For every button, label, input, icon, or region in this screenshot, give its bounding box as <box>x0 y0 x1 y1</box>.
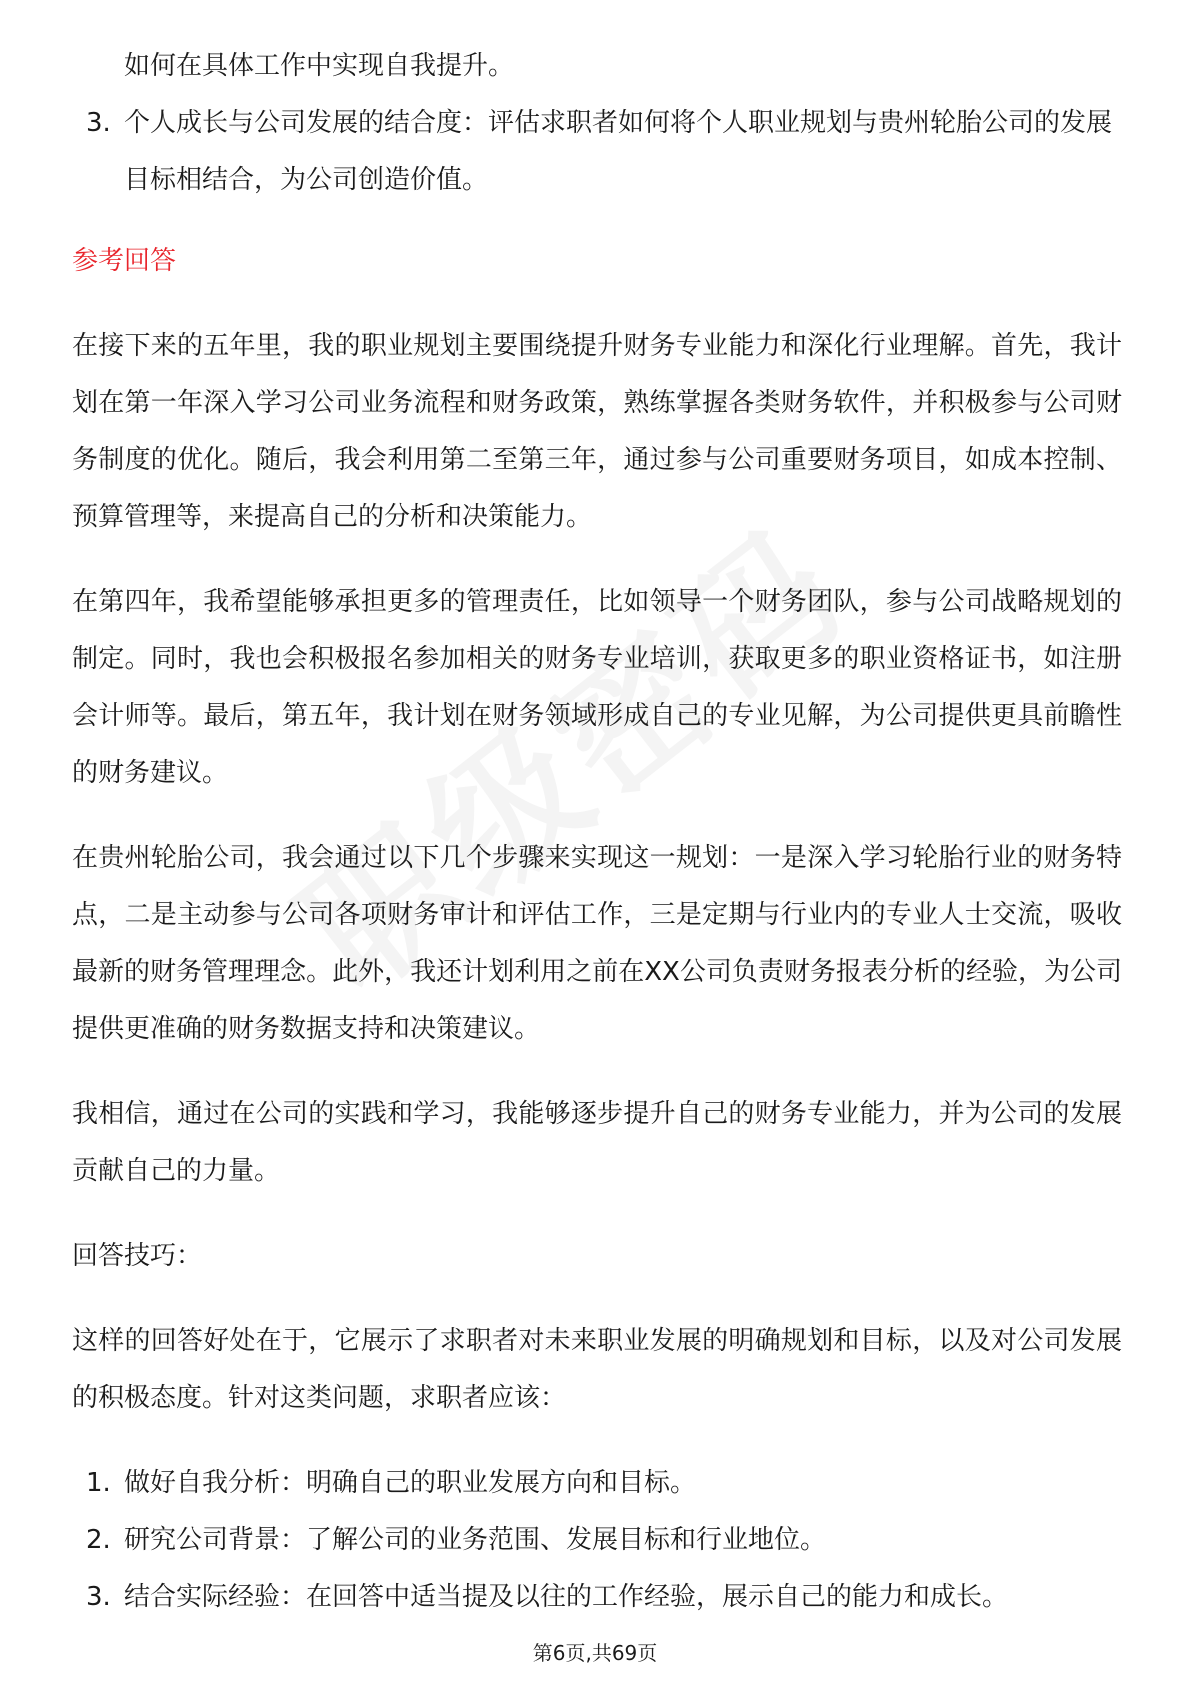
list-text: 研究公司背景：了解公司的业务范围、发展目标和行业地位。 <box>124 1525 827 1555</box>
paragraph: 在第四年，我希望能够承担更多的管理责任，比如领导一个财务团队，参与公司战略规划的制定。同时，我也会积极报名参加相关的财务专业培训，获取更多的职业资格证书，如注册会计师等。最后，第五年，我计划在财务领域形成自己的专业见解，为公司提供更具前瞻性的财务建议。 <box>72 587 1122 788</box>
reference-heading: 参考回答 <box>72 246 177 276</box>
tips-heading: 回答技巧： <box>72 1241 203 1271</box>
list-item <box>72 1569 1122 1626</box>
list-text: 做好自我分析：明确自己的职业发展方向和目标。 <box>124 1468 697 1498</box>
list-text: 结合实际经验：在回答中适当提及以往的工作经验，展示自己的能力和成长。 <box>124 1582 1009 1612</box>
paragraph: 在贵州轮胎公司，我会通过以下几个步骤来实现这一规划：一是深入学习轮胎行业的财务特点，二是主动参与公司各项财务审计和评估工作，三是定期与行业内的专业人士交流，吸收最新的财务管理理念。此外，我还计划利用之前在XX公司负责财务报表分析的经验，为公司提供更准确的财务数据支持和决策建议。 <box>72 843 1122 1044</box>
list-number: 2. <box>86 1525 111 1555</box>
list-number: 1. <box>86 1468 111 1498</box>
list-number: 3. <box>86 1582 111 1612</box>
paragraph: 我相信，通过在公司的实践和学习，我能够逐步提升自己的财务专业能力，并为公司的发展贡献自己的力量。 <box>72 1099 1122 1186</box>
continuation-line: 如何在具体工作中实现自我提升。 <box>124 51 515 81</box>
list-item <box>72 1455 1122 1512</box>
paragraph: 在接下来的五年里，我的职业规划主要围绕提升财务专业能力和深化行业理解。首先，我计划在第一年深入学习公司业务流程和财务政策，熟练掌握各类财务软件，并积极参与公司财务制度的优化。随后，我会利用第二至第三年，通过参与公司重要财务项目，如成本控制、预算管理等，来提高自己的分析和决策能力。 <box>72 331 1122 532</box>
evaluation-list <box>72 95 1122 209</box>
page-content <box>72 38 1122 1626</box>
list-item <box>72 95 1122 209</box>
list-number: 3. <box>86 108 111 138</box>
list-item <box>72 1512 1122 1569</box>
tips-list <box>72 1455 1122 1626</box>
tips-intro: 这样的回答好处在于，它展示了求职者对未来职业发展的明确规划和目标，以及对公司发展的积极态度。针对这类问题，求职者应该： <box>72 1326 1122 1413</box>
list-text: 个人成长与公司发展的结合度：评估求职者如何将个人职业规划与贵州轮胎公司的发展目标相结合，为公司创造价值。 <box>124 108 1113 195</box>
page-footer: 第6页,共69页 <box>532 1641 658 1665</box>
